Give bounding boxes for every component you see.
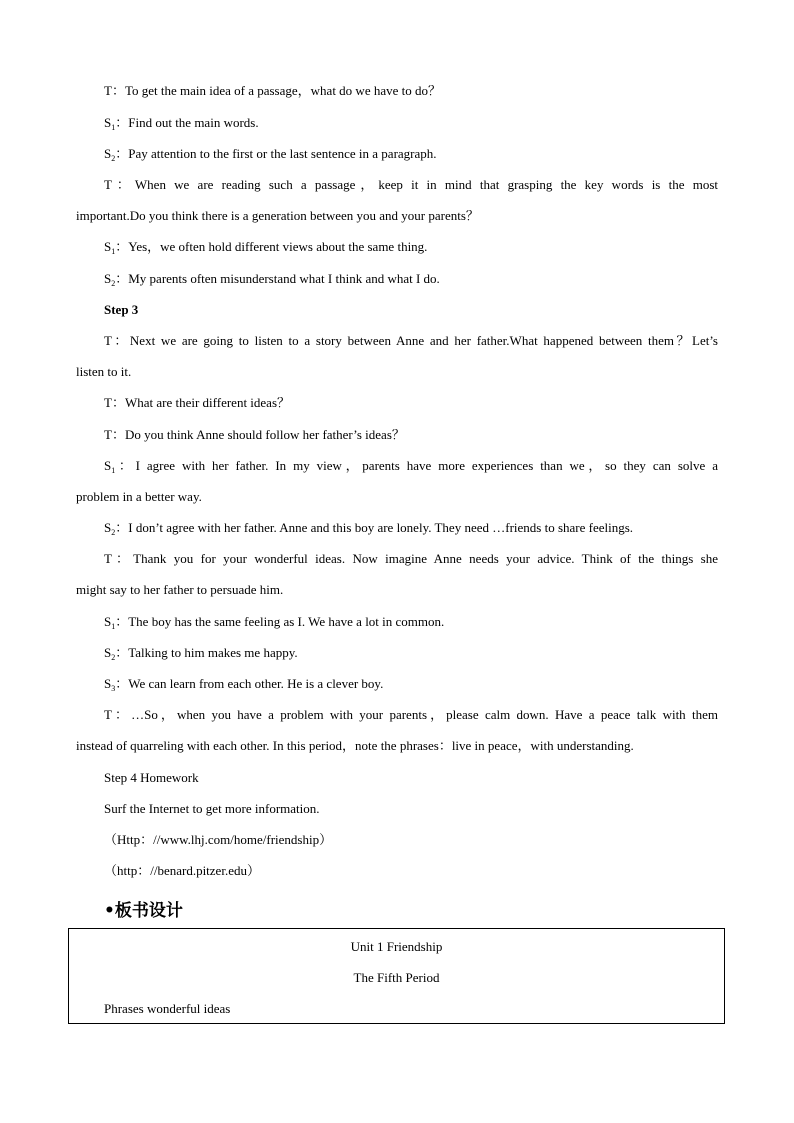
speaker-label: $S_2$ xyxy=(104,146,116,163)
homework-link: （http：//benard.pitzer.edu） xyxy=(104,863,260,878)
board-phrases: Phrases wonderful ideas xyxy=(104,1001,231,1016)
teacher-statement-continued: important.Do you think there is a generation between you and your parents？ xyxy=(76,208,479,223)
homework-text: Surf the Internet to get more information. xyxy=(104,801,320,816)
teacher-statement: T：…So，when you have a problem with your parents，please calm down. Have a peace talk with them xyxy=(104,707,718,722)
student-answer: $S_2$：Talking to him makes me happy. xyxy=(104,645,298,662)
student-answer: $S_2$：I don’t agree with her father. Anne and this boy are lonely. They need …friends to share feelings. xyxy=(104,520,634,537)
speaker-label: $S_2$ xyxy=(104,271,116,288)
board-design-box xyxy=(68,928,725,1024)
step-heading: Step 4 Homework xyxy=(104,770,199,785)
teacher-statement: T：Thank you for your wonderful ideas. Now imagine Anne needs your advice. Think of the things she xyxy=(104,551,718,566)
teacher-question: T：What are their different ideas？ xyxy=(104,395,291,410)
speaker-label: $S_3$ xyxy=(104,676,116,693)
teacher-statement-continued: might say to her father to persuade him. xyxy=(76,582,284,597)
speaker-label: $S_2$ xyxy=(104,645,116,662)
student-answer: $S_3$：We can learn from each other. He is a clever boy. xyxy=(104,676,384,693)
student-answer: $S_1$：Yes，we often hold different views about the same thing. xyxy=(104,239,428,256)
student-answer-continued: problem in a better way. xyxy=(76,489,202,504)
teacher-statement: T：Next we are going to listen to a story between Anne and her father.What happened between them？Let’s xyxy=(104,333,718,348)
board-unit-title: Unit 1 Friendship xyxy=(350,939,443,954)
teacher-question: T：Do you think Anne should follow her father’s ideas？ xyxy=(104,427,405,442)
student-answer: $S_1$：I agree with her father. In my view，parents have more experiences than we，so they can solve a xyxy=(104,458,718,475)
speaker-label: $S_1$ xyxy=(104,614,116,631)
student-answer: $S_1$：Find out the main words. xyxy=(104,115,259,132)
speaker-label: $S_1$ xyxy=(104,239,116,256)
teacher-statement: T：When we are reading such a passage，keep it in mind that grasping the key words is the most xyxy=(104,177,718,192)
teacher-statement-continued: listen to it. xyxy=(76,364,132,379)
speaker-label: $S_1$ xyxy=(104,115,116,132)
board-design-heading: •板书设计 xyxy=(104,901,183,921)
student-answer: $S_1$：The boy has the same feeling as I. We have a lot in common. xyxy=(104,614,445,631)
homework-link: （Http：//www.lhj.com/home/friendship） xyxy=(104,832,333,847)
teacher-question-main-idea: T：To get the main idea of a passage，what do we have to do？ xyxy=(104,83,441,98)
student-answer: $S_2$：Pay attention to the first or the last sentence in a paragraph. xyxy=(104,146,437,163)
step-heading: Step 3 xyxy=(104,302,139,317)
teacher-statement-continued: instead of quarreling with each other. In this period，note the phrases：live in peace，with understanding. xyxy=(76,738,634,753)
speaker-label: $S_2$ xyxy=(104,520,116,537)
speaker-label: $S_1$ xyxy=(104,458,116,475)
student-answer: $S_2$：My parents often misunderstand what I think and what I do. xyxy=(104,271,440,288)
board-period-title: The Fifth Period xyxy=(353,970,440,985)
